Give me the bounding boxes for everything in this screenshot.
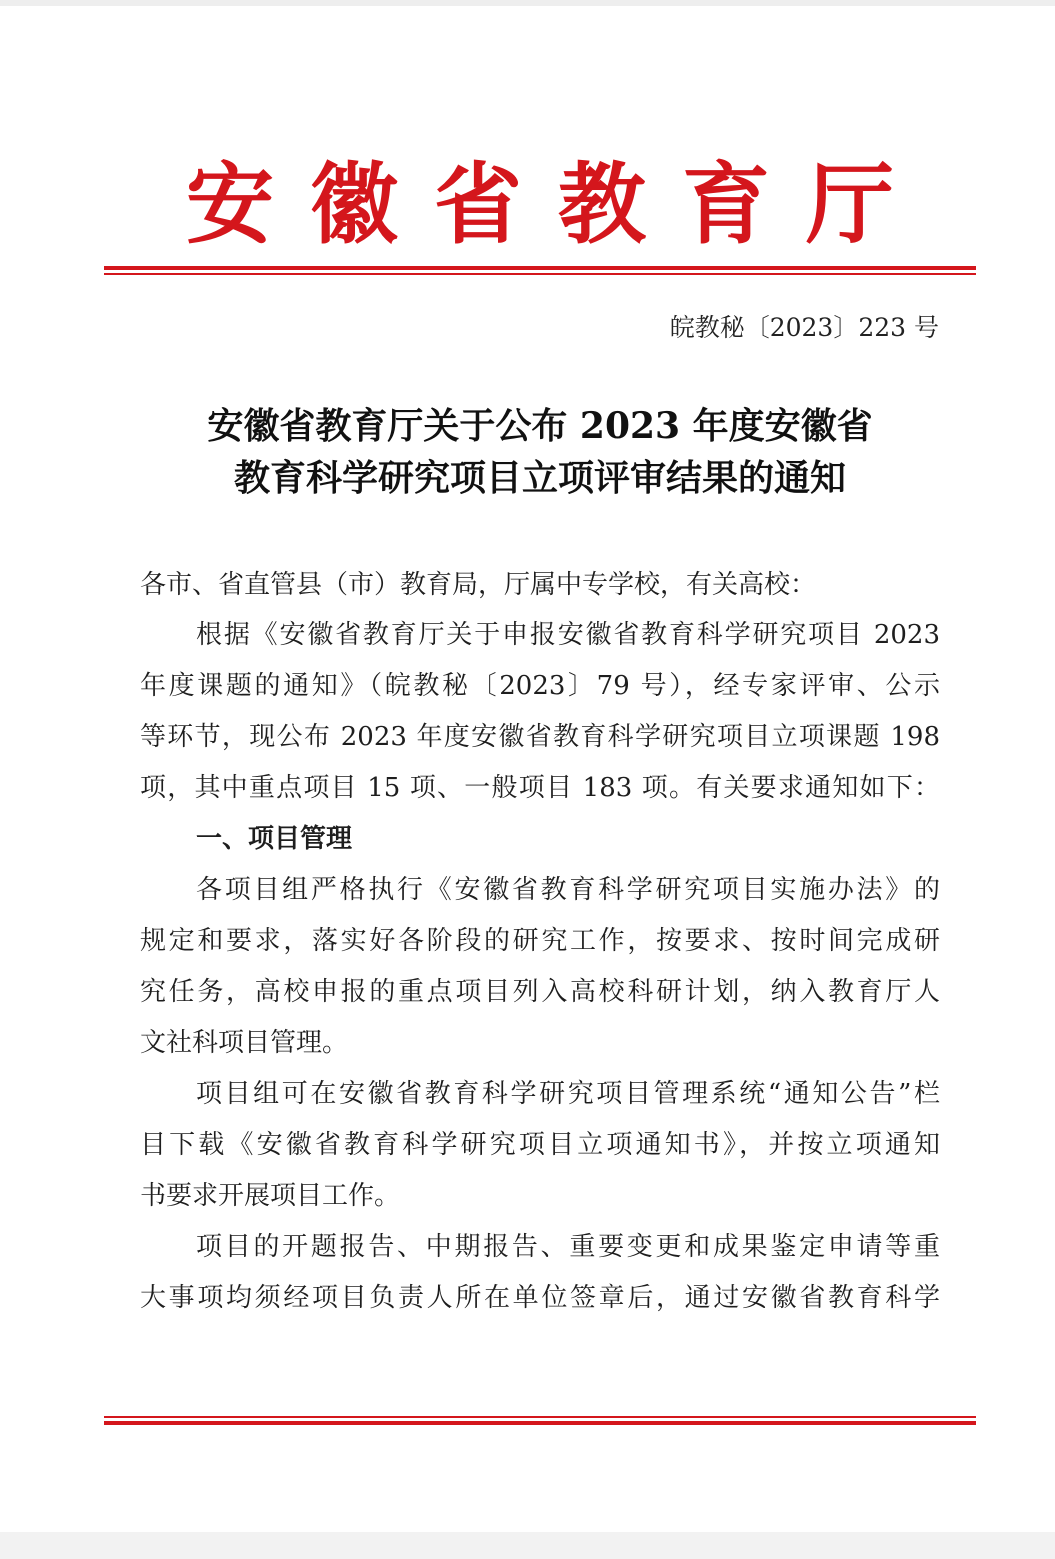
- page-bottom-edge: [0, 1532, 1055, 1559]
- intro-line: 项，其中重点项目 15 项、一般项目 183 项。有关要求通知如下：: [140, 773, 940, 803]
- page-footer-divider: [104, 1416, 976, 1428]
- paragraph-line: 目下载《安徽省教育科学研究项目立项通知书》，并按立项通知: [140, 1130, 940, 1160]
- page-top-edge: [0, 0, 1055, 6]
- paragraph-line: 书要求开展项目工作。: [140, 1181, 401, 1211]
- salutation: 各市、省直管县（市）教育局，厅属中专学校，有关高校：: [140, 570, 817, 600]
- paragraph-line: 规定和要求，落实好各阶段的研究工作，按要求、按时间完成研: [140, 926, 940, 956]
- document-title-line-1: 安徽省教育厅关于公布 2023 年度安徽省: [207, 405, 873, 447]
- paragraph-line: 大事项均须经项目负责人所在单位签章后，通过安徽省教育科学: [140, 1283, 940, 1313]
- paragraph-line: 各项目组严格执行《安徽省教育科学研究项目实施办法》的: [196, 875, 940, 905]
- paragraph-line: 究任务，高校申报的重点项目列入高校科研计划，纳入教育厅人: [140, 977, 940, 1007]
- intro-line: 等环节，现公布 2023 年度安徽省教育科学研究项目立项课题 198: [140, 722, 940, 752]
- paragraph-line: 项目组可在安徽省教育科学研究项目管理系统“通知公告”栏: [196, 1079, 940, 1109]
- paragraph-line: 项目的开题报告、中期报告、重要变更和成果鉴定申请等重: [196, 1232, 940, 1262]
- document-title: [100, 400, 980, 504]
- intro-line: 年度课题的通知》（皖教秘〔2023〕79 号），经专家评审、公示: [140, 671, 940, 701]
- section-heading: 一、项目管理: [196, 824, 353, 854]
- paragraph-line: 文社科项目管理。: [140, 1028, 349, 1058]
- intro-line: 根据《安徽省教育厅关于申报安徽省教育科学研究项目 2023: [196, 620, 940, 650]
- letterhead-divider-top: [104, 266, 976, 278]
- document-title-line-2: 教育科学研究项目立项评审结果的通知: [233, 457, 846, 499]
- letterhead-issuer: 安徽省教育厅: [185, 153, 930, 256]
- document-number: 皖教秘〔2023〕223 号: [669, 313, 939, 342]
